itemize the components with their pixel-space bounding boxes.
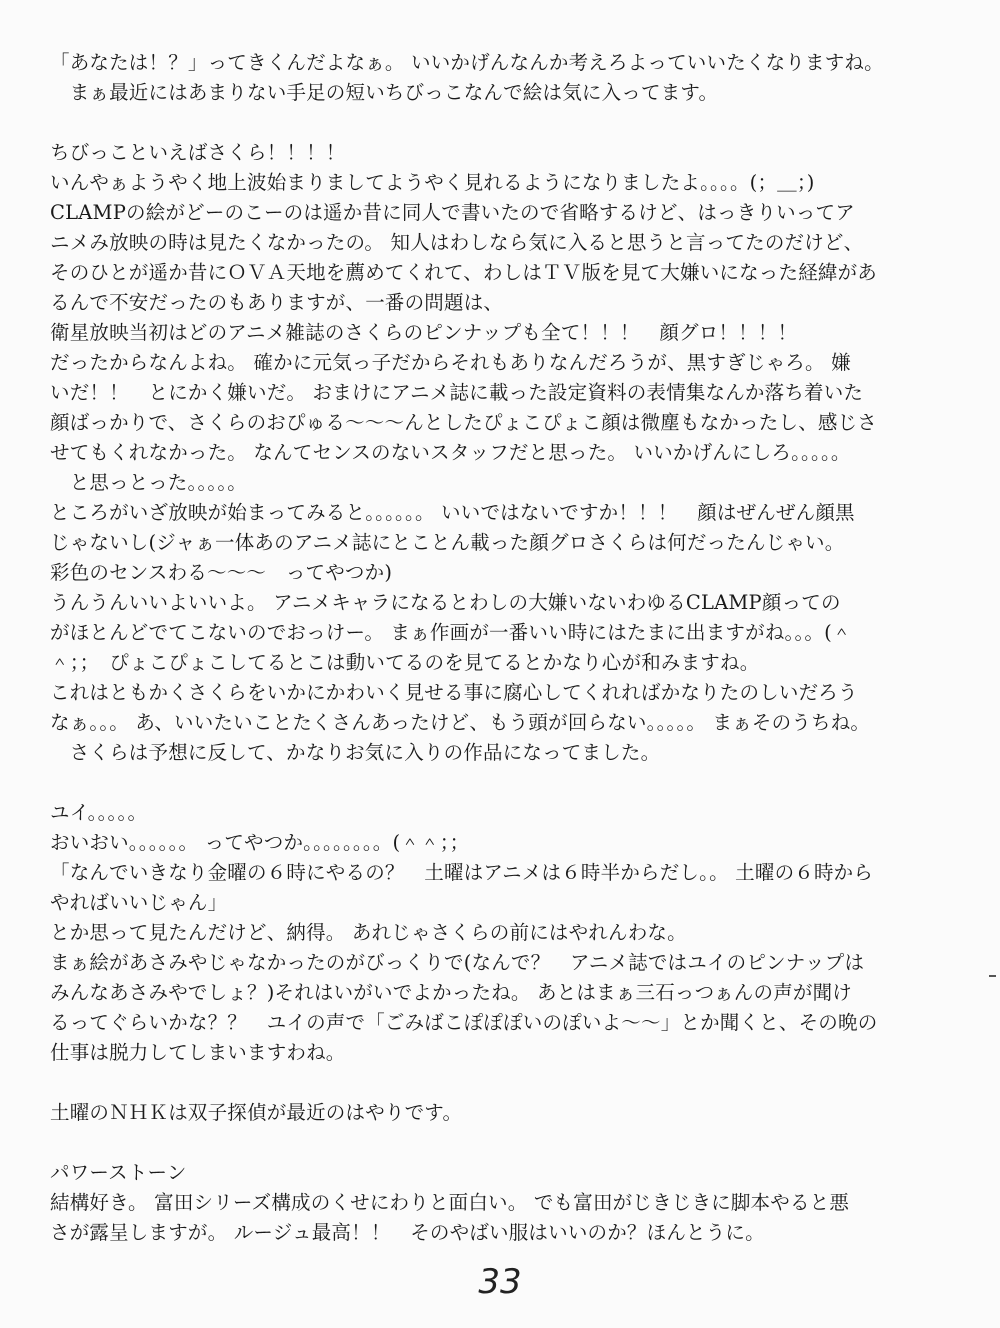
text-line: みんなあさみやでしょ？)それはいがいでよかったね。 あとはまぁ三石っつぁんの声が聞け [50,981,853,1004]
text-line: 顔ばっかりで、さくらのおぴゅる〜〜〜んとしたぴょこぴょこ顔は微塵もなかったし、感じさ [50,411,878,434]
text-line: うんうんいいよいいよ。 アニメキャラになるとわしの大嫌いないわゆるCLAMP顔っての [50,591,841,614]
text-line: まぁ絵があさみやじゃなかったのがびっくりで(なんで？ アニメ誌ではユイのピンナップは [50,951,865,974]
text-body [50,48,935,1248]
text-line: だったからなんよね。 確かに元気っ子だからそれもありなんだろうが、黒すぎじゃろ。 嫌 [50,351,851,374]
text-line: せてもくれなかった。 なんてセンスのないスタッフだと思った。 いいかげんにしろ。。。。。 [50,441,851,464]
blank-line [50,1068,935,1098]
blank-line [50,1128,935,1158]
text-line: るってぐらいかな？？ ユイの声で「ごみばこぽぽぽいのぽいよ〜〜」とか聞くと、その晩の [50,1011,878,1034]
blank-line [50,108,935,138]
text-line: いんやぁようやく地上波始まりましてようやく見れるようになりましたよ。。。。(；＿；) [50,171,815,194]
text-line: じゃないし(ジャぁ一体あのアニメ誌にとことん載った顔グロさくらは何だったんじゃい。 [50,531,845,554]
text-line: さが露呈しますが。 ルージュ最高！！ そのやばい服はいいのか？ほんとうに。 [50,1221,765,1244]
text-line: ユイ。。。。。 [50,801,148,824]
text-line: CLAMPの絵がどーのこーのは遥か昔に同人で書いたので省略するけど、はっきりいってア [50,201,855,224]
text-line: 「あなたは！？」ってきくんだよなぁ。 いいかげんなんか考えろよっていいたくなりますね。 [50,51,884,74]
text-line: まぁ最近にはあまりない手足の短いちびっこなんで絵は気に入ってます。 [50,81,719,104]
text-line: 衛星放映当初はどのアニメ雑誌のさくらのピンナップも全て！！！ 顔グロ！！！！ [50,321,798,344]
text-line: やればいいじゃん」 [50,891,228,914]
edge-mark [989,975,996,977]
text-line: なぁ。。。 あ、いいたいことたくさんあったけど、もう頭が回らない。。。。。 まぁそのうちね。 [50,711,871,734]
text-line: いだ！！ とにかく嫌いだ。 おまけにアニメ誌に載った設定資料の表情集なんか落ち着いた [50,381,864,404]
text-line: がほとんどでてこないのでおっけー。 まぁ作画が一番いい時にはたまに出ますがね。。。(＾ [50,621,852,644]
blank-line [50,768,935,798]
text-line: ニメみ放映の時は見たくなかったの。 知人はわしなら気に入ると思うと言ってたのだけど、 [50,231,864,254]
text-line: ところがいざ放映が始まってみると。。。。。。 いいではないですか！！！ 顔はぜんぜん顔黒 [50,501,855,524]
text-line: 土曜のＮＨＫは双子探偵が最近のはやりです。 [50,1101,463,1124]
text-line: 「なんでいきなり金曜の６時にやるの？ 土曜はアニメは６時半からだし。。 土曜の６時から [50,861,874,884]
text-line: とか思って見たんだけど、納得。 あれじゃさくらの前にはやれんわな。 [50,921,687,944]
text-line: これはともかくさくらをいかにかわいく見せる事に腐心してくれればかなりたのしいだろう [50,681,858,704]
text-line: そのひとが遥か昔にＯＶＡ天地を薦めてくれて、わしはＴＶ版を見て大嫌いになった経緯があ [50,261,878,284]
text-line: ちびっこといえばさくら！！！！ [50,141,346,164]
text-line: 仕事は脱力してしまいますわね。 [50,1041,346,1064]
text-line: 結構好き。 富田シリーズ構成のくせにわりと面白い。 でも富田がじきじきに脚本やると悪 [50,1191,850,1214]
text-line: ＾；； ぴょこぴょこしてるとこは動いてるのを見てるとかなり心が和みますね。 [50,651,760,674]
text-line: るんで不安だったのもありますが、一番の問題は、 [50,291,504,314]
page-number: 33 [478,1262,522,1302]
text-line: 彩色のセンスわる〜〜〜 ってやつか) [50,561,393,584]
text-line: おいおい。。。。。。 ってやつか。。。。。。。。(＾＾；； [50,831,470,854]
text-line: と思っとった。。。。。 [50,471,248,494]
text-line: さくらは予想に反して、かなりお気に入りの作品になってました。 [50,741,661,764]
text-line: パワーストーン [50,1161,187,1184]
